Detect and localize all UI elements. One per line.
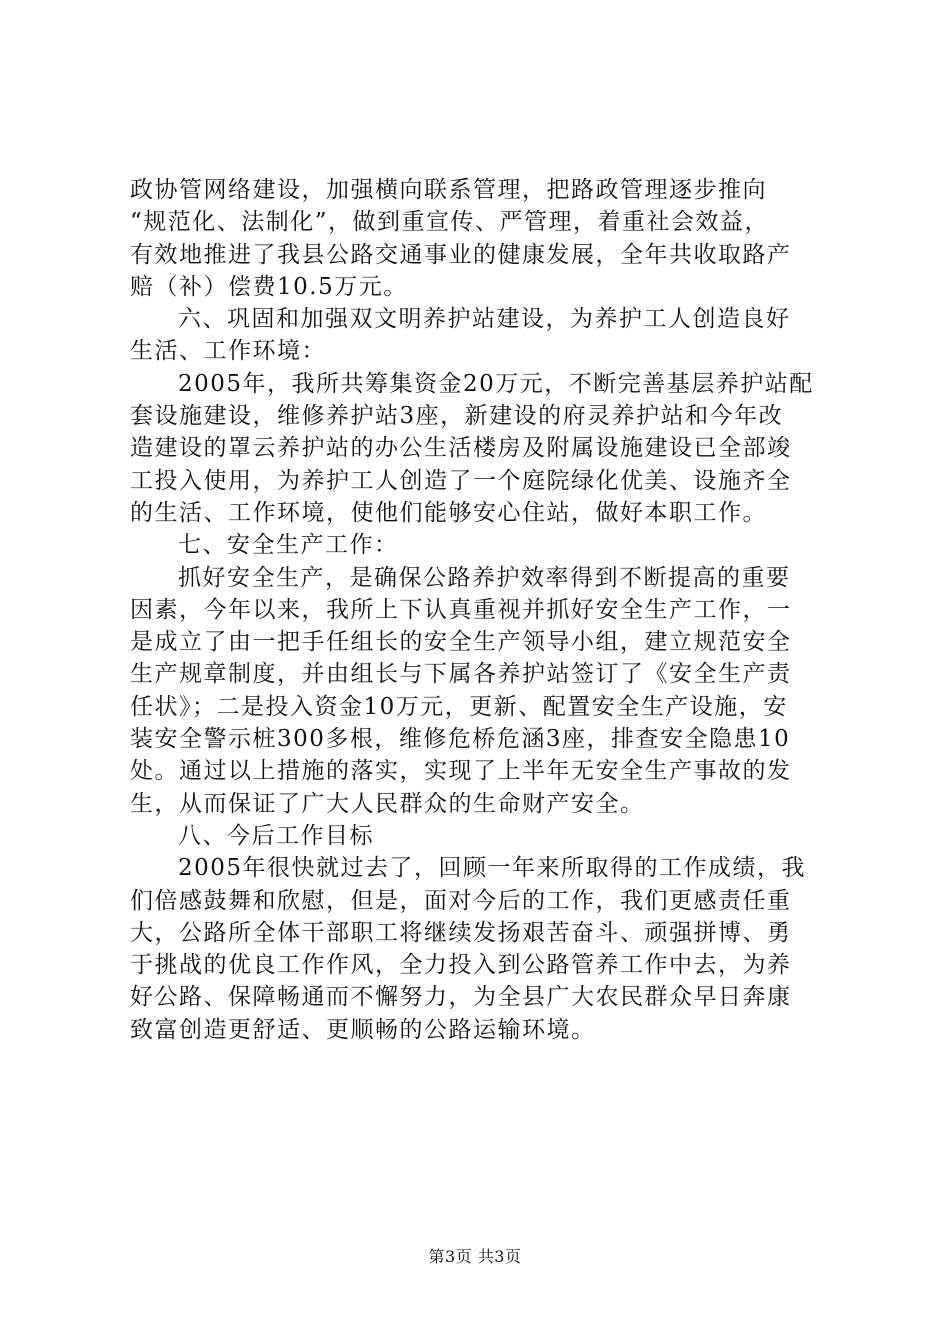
text-line: 造建设的罩云养护站的办公生活楼房及附属设施建设已全部竣 (130, 435, 792, 462)
text-line: 生，从而保证了广大人民群众的生命财产安全。 (130, 790, 645, 817)
text-line: 致富创造更舒适、更顺畅的公路运输环境。 (130, 1016, 596, 1043)
text-line: 套设施建设，维修养护站3座，新建设的府灵养护站和今年改 (130, 403, 784, 430)
text-line: 2005年很快就过去了，回顾一年来所取得的工作成绩，我 (178, 855, 807, 882)
text-line: 六、巩固和加强双文明养护站建设，为养护工人创造良好 (178, 306, 791, 333)
text-line: 因素，今年以来，我所上下认真重视并抓好安全生产工作，一 (130, 596, 792, 623)
text-line: “规范化、法制化”，做到重宣传、严管理，着重社会效益， (130, 209, 770, 236)
text-line: 七、安全生产工作： (178, 532, 399, 559)
text-line: 处。通过以上措施的落实，实现了上半年无安全生产事故的发 (130, 758, 792, 785)
text-line: 工投入使用，为养护工人创造了一个庭院绿化优美、设施齐全 (130, 467, 792, 494)
text-line: 装安全警示桩300多根，维修危桥危涵3座，排查安全隐患10 (130, 726, 791, 753)
text-line: 大，公路所全体干部职工将继续发扬艰苦奋斗、顽强拼博、勇 (130, 919, 792, 946)
document-body (130, 174, 840, 1046)
text-line: 好公路、保障畅通而不懈努力，为全县广大农民群众早日奔康 (130, 984, 792, 1011)
page-footer: 第3页 共3页 (428, 1247, 522, 1266)
text-line: 政协管网络建设，加强横向联系管理，把路政管理逐步推向 (130, 177, 767, 203)
text-line: 们倍感鼓舞和欣慰，但是，面对今后的工作，我们更感责任重 (130, 887, 792, 914)
text-line: 任状》；二是投入资金10万元，更新、配置安全生产设施，安 (130, 693, 788, 720)
text-line: 是成立了由一把手任组长的安全生产领导小组，建立规范安全 (130, 629, 792, 656)
text-line: 于挑战的优良工作作风，全力投入到公路管养工作中去，为养 (130, 952, 792, 979)
text-line: 生产规章制度，并由组长与下属各养护站签订了《安全生产责 (130, 661, 792, 688)
text-line: 有效地推进了我县公路交通事业的健康发展，全年共收取路产 (130, 241, 792, 268)
text-line: 赔（补）偿费10.5万元。 (130, 273, 408, 300)
text-line: 八、今后工作目标 (178, 822, 374, 849)
text-line: 抓好安全生产，是确保公路养护效率得到不断提高的重要 (178, 564, 791, 591)
text-line: 2005年，我所共筹集资金20万元，不断完善基层养护站配 (178, 370, 814, 397)
text-line: 的生活、工作环境，使他们能够安心住站，做好本职工作。 (130, 499, 767, 526)
text-line: 生活、工作环境： (130, 338, 326, 365)
